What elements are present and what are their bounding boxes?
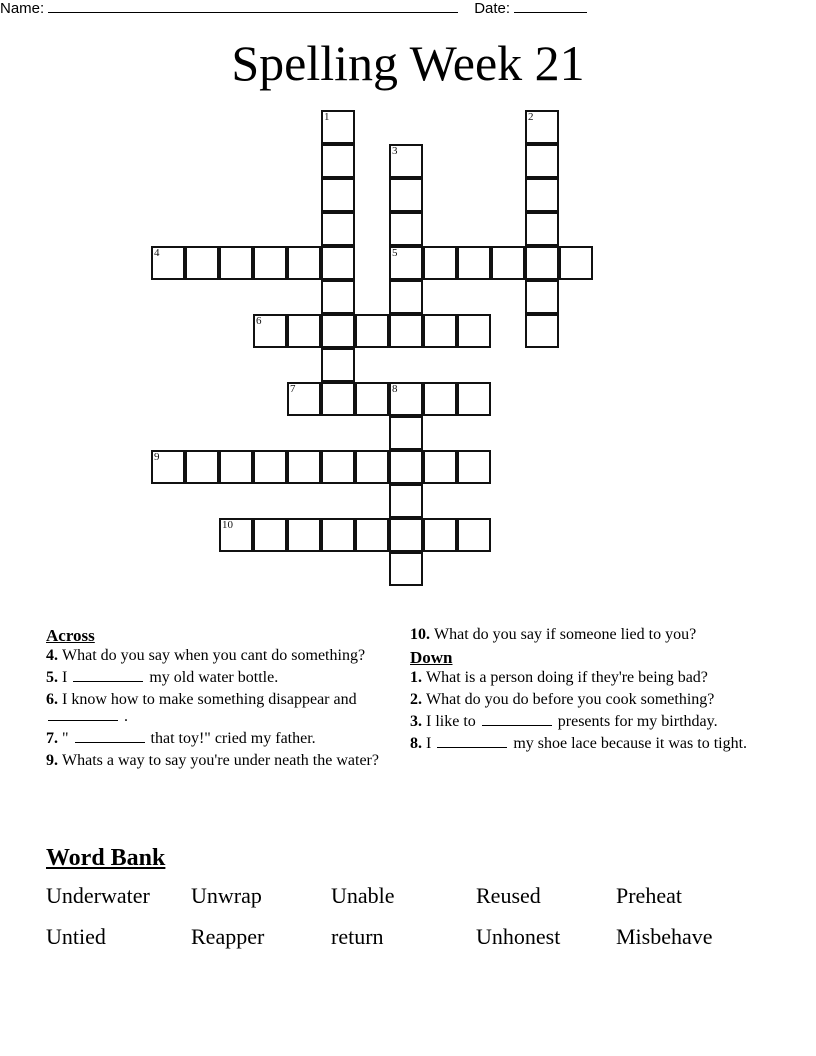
crossword-cell[interactable] — [219, 518, 253, 552]
crossword-cell[interactable] — [355, 382, 389, 416]
across-heading: Across — [46, 626, 95, 645]
crossword-cell[interactable] — [525, 314, 559, 348]
crossword-cell[interactable] — [321, 246, 355, 280]
crossword-cell[interactable] — [151, 246, 185, 280]
crossword-cell[interactable] — [287, 246, 321, 280]
clue-text: I — [62, 669, 72, 686]
crossword-cell[interactable] — [389, 416, 423, 450]
clue-item — [46, 669, 396, 686]
word-bank-word: return — [331, 924, 384, 949]
cell-number: 3 — [392, 145, 398, 157]
clue-answer-blank[interactable] — [73, 669, 143, 682]
clue-number: 3. — [410, 713, 426, 730]
crossword-cell[interactable] — [389, 552, 423, 586]
clue-text: my old water bottle. — [145, 669, 279, 686]
crossword-cell[interactable] — [321, 280, 355, 314]
clue-item — [410, 713, 760, 730]
name-label: Name: — [0, 0, 45, 17]
clue-item — [46, 730, 396, 747]
clues-column-right — [410, 626, 760, 757]
across-clue-list — [46, 647, 396, 769]
clue-item — [46, 647, 396, 664]
clue-item — [410, 735, 760, 752]
crossword-cell[interactable] — [389, 450, 423, 484]
clue-item — [410, 691, 760, 708]
crossword-cell[interactable] — [287, 314, 321, 348]
word-bank-word: Misbehave — [616, 924, 713, 949]
clue-text: that toy!" cried my father. — [146, 730, 316, 747]
clue-number: 2. — [410, 691, 426, 708]
crossword-cell[interactable] — [355, 314, 389, 348]
word-bank-word: Reused — [476, 883, 541, 908]
clue-text: Whats a way to say you're under neath the water? — [62, 752, 379, 769]
crossword-cell[interactable] — [287, 382, 321, 416]
across-clue-list-continued — [410, 626, 760, 643]
clue-answer-blank[interactable] — [482, 713, 552, 726]
clue-text: " — [62, 730, 73, 747]
crossword-cell[interactable] — [321, 110, 355, 144]
word-bank-word: Underwater — [46, 883, 150, 908]
crossword-cell[interactable] — [389, 246, 423, 280]
word-bank-word: Untied — [46, 924, 106, 949]
crossword-cell[interactable] — [423, 246, 457, 280]
word-bank-word: Preheat — [616, 883, 682, 908]
clue-number: 5. — [46, 669, 62, 686]
clue-text: I like to — [426, 713, 480, 730]
crossword-cell[interactable] — [423, 518, 457, 552]
crossword-cell[interactable] — [355, 518, 389, 552]
crossword-cell[interactable] — [389, 144, 423, 178]
clue-text: presents for my birthday. — [553, 713, 718, 730]
clue-answer-blank[interactable] — [48, 708, 118, 721]
clue-number: 9. — [46, 752, 62, 769]
clue-answer-blank[interactable] — [437, 735, 507, 748]
crossword-cell[interactable] — [457, 450, 491, 484]
crossword-cell[interactable] — [219, 450, 253, 484]
crossword-cell[interactable] — [525, 110, 559, 144]
crossword-cell[interactable] — [253, 314, 287, 348]
clue-number: 10. — [410, 626, 434, 643]
down-heading: Down — [410, 648, 453, 667]
crossword-cell[interactable] — [389, 178, 423, 212]
word-bank-word: Unable — [331, 883, 395, 908]
clue-text: I — [426, 735, 436, 752]
cell-number: 6 — [256, 315, 262, 327]
word-bank-section — [46, 843, 770, 955]
crossword-cell[interactable] — [457, 246, 491, 280]
crossword-cell[interactable] — [423, 314, 457, 348]
cell-number: 1 — [324, 111, 330, 123]
cell-number: 5 — [392, 247, 398, 259]
crossword-cell[interactable] — [559, 246, 593, 280]
crossword-cell[interactable] — [253, 246, 287, 280]
cell-number: 10 — [222, 519, 233, 531]
crossword-cell[interactable] — [457, 314, 491, 348]
crossword-cell[interactable] — [389, 280, 423, 314]
crossword-cell[interactable] — [253, 518, 287, 552]
cell-number: 8 — [392, 383, 398, 395]
word-bank-list — [46, 877, 770, 955]
clues-column-left — [46, 626, 396, 774]
crossword-cell[interactable] — [321, 450, 355, 484]
cell-number: 7 — [290, 383, 296, 395]
clue-number: 7. — [46, 730, 62, 747]
crossword-cell[interactable] — [389, 518, 423, 552]
crossword-cell[interactable] — [355, 450, 389, 484]
crossword-cell[interactable] — [389, 314, 423, 348]
crossword-cell[interactable] — [151, 450, 185, 484]
clue-item — [410, 669, 760, 686]
down-clue-list — [410, 669, 760, 752]
date-label: Date: — [474, 0, 511, 17]
crossword-cell[interactable] — [525, 246, 559, 280]
clue-text: What is a person doing if they're being bad? — [426, 669, 708, 686]
crossword-cell[interactable] — [457, 382, 491, 416]
crossword-cell[interactable] — [423, 450, 457, 484]
crossword-cell[interactable] — [525, 178, 559, 212]
clue-item — [46, 752, 396, 769]
clue-number: 8. — [410, 735, 426, 752]
clue-answer-blank[interactable] — [75, 730, 145, 743]
crossword-cell[interactable] — [185, 246, 219, 280]
page-title: Spelling Week 21 — [231, 35, 585, 91]
crossword-cell[interactable] — [287, 518, 321, 552]
word-bank-heading: Word Bank — [46, 845, 166, 871]
crossword-cell[interactable] — [321, 144, 355, 178]
clue-text: What do you say if someone lied to you? — [434, 626, 697, 643]
word-bank-word: Reapper — [191, 924, 265, 949]
crossword-cell[interactable] — [321, 178, 355, 212]
crossword-cell[interactable] — [525, 212, 559, 246]
cell-number: 2 — [528, 111, 534, 123]
crossword-cell[interactable] — [423, 382, 457, 416]
clue-text: . — [120, 708, 128, 725]
crossword-cell[interactable] — [321, 314, 355, 348]
clue-number: 4. — [46, 647, 62, 664]
clue-item — [46, 691, 396, 725]
crossword-cell[interactable] — [253, 450, 287, 484]
crossword-cell[interactable] — [389, 212, 423, 246]
crossword-cell[interactable] — [185, 450, 219, 484]
crossword-cell[interactable] — [321, 348, 355, 382]
crossword-cell[interactable] — [219, 246, 253, 280]
crossword-cell[interactable] — [457, 518, 491, 552]
crossword-cell[interactable] — [491, 246, 525, 280]
clue-number: 1. — [410, 669, 426, 686]
crossword-cell[interactable] — [525, 144, 559, 178]
crossword-cell[interactable] — [321, 382, 355, 416]
crossword-cell[interactable] — [321, 212, 355, 246]
cell-number: 4 — [154, 247, 160, 259]
crossword-cell[interactable] — [321, 518, 355, 552]
crossword-cell[interactable] — [389, 484, 423, 518]
clue-text: What do you do before you cook something? — [426, 691, 715, 708]
clue-text: What do you say when you cant do something? — [62, 647, 366, 664]
clue-text: my shoe lace because it was to tight. — [509, 735, 748, 752]
word-bank-word: Unwrap — [191, 883, 262, 908]
clues-section — [46, 626, 770, 831]
clue-number: 6. — [46, 691, 62, 708]
crossword-cell[interactable] — [389, 382, 423, 416]
word-bank-word: Unhonest — [476, 924, 561, 949]
clue-text: I know how to make something disappear and — [62, 691, 357, 708]
cell-number: 9 — [154, 451, 160, 463]
clue-item — [410, 626, 760, 643]
crossword-cell[interactable] — [287, 450, 321, 484]
crossword-cell[interactable] — [525, 280, 559, 314]
